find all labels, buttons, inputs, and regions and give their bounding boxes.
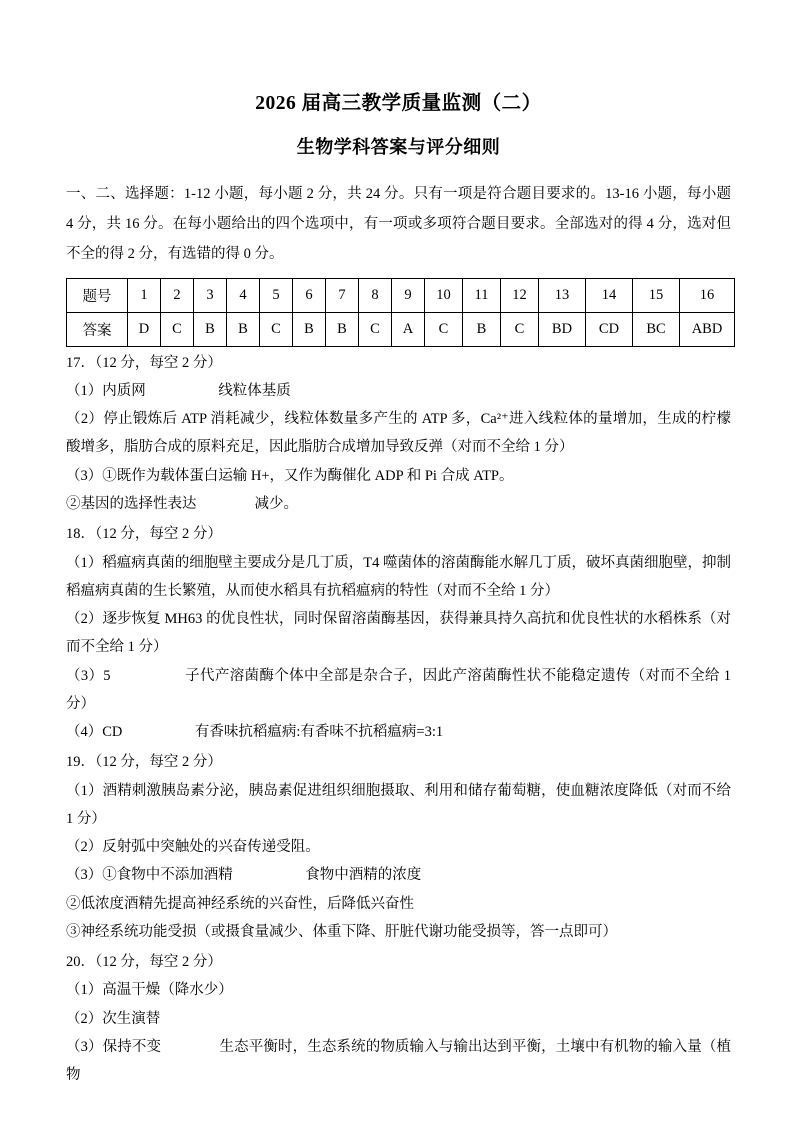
table-cell: B bbox=[293, 312, 326, 346]
table-cell: C bbox=[501, 312, 539, 346]
question-block-20 bbox=[66, 948, 731, 1089]
question-heading: 20．（12 分，每空 2 分） bbox=[66, 954, 222, 971]
question-block-17 bbox=[66, 349, 731, 519]
answer-line: ②基因的选择性表达 减少。 bbox=[66, 495, 298, 512]
answer-line: （1）稻瘟病真菌的细胞壁主要成分是几丁质，T4 噬菌体的溶菌酶能水解几丁质，破坏真菌细胞壁，抑制稻瘟病真菌的生长繁殖，从而使水稻具有抗稻瘟病的特性（对而不全给 1 分） bbox=[66, 554, 731, 599]
table-cell: D bbox=[128, 312, 161, 346]
answer-line: （1）内质网 线粒体基质 bbox=[66, 382, 291, 399]
question-block-18 bbox=[66, 520, 731, 746]
table-cell: 2 bbox=[161, 278, 194, 312]
table-cell: 10 bbox=[425, 278, 463, 312]
table-cell: C bbox=[425, 312, 463, 346]
table-cell: 7 bbox=[326, 278, 359, 312]
table-cell: B bbox=[326, 312, 359, 346]
table-cell: C bbox=[359, 312, 392, 346]
question-heading: 18．（12 分，每空 2 分） bbox=[66, 526, 222, 543]
table-cell: 13 bbox=[539, 278, 586, 312]
document-content bbox=[66, 90, 731, 1090]
table-cell: A bbox=[392, 312, 425, 346]
answer-line: （1）酒精刺激胰岛素分泌，胰岛素促进组织细胞摄取、利用和储存葡萄糖，使血糖浓度降低（对而不给 1 分） bbox=[66, 782, 731, 827]
table-cell: 15 bbox=[633, 278, 680, 312]
answer-line: ②低浓度酒精先提高神经系统的兴奋性，后降低兴奋性 bbox=[66, 895, 414, 912]
answer-line: （3）保持不变 生态平衡时，生态系统的物质输入与输出达到平衡，土壤中有机物的输入量（植物 bbox=[66, 1039, 731, 1084]
question-block-19 bbox=[66, 748, 731, 946]
table-cell: 16 bbox=[680, 278, 735, 312]
table-cell: BD bbox=[539, 312, 586, 346]
table-cell: 5 bbox=[260, 278, 293, 312]
table-cell: 3 bbox=[194, 278, 227, 312]
table-cell: ABD bbox=[680, 312, 735, 346]
table-cell: 9 bbox=[392, 278, 425, 312]
answer-line: （1）高温干燥（降水少） bbox=[66, 982, 233, 999]
answer-line: （2）反射弧中突触处的兴奋传递受阻。 bbox=[66, 839, 320, 856]
answer-line: （3）5 子代产溶菌酶个体中全部是杂合子，因此产溶菌酶性状不能稳定遗传（对而不全给 1 分） bbox=[66, 667, 731, 712]
intro-paragraph: 一、二、选择题：1-12 小题，每小题 2 分，共 24 分。只有一项是符合题目要求的。13-16 小题，每小题 4 分，共 16 分。在每小题给出的四个选项中，有一项或多项符合题目要求。全部选对的得 4 分，选对但不全的得 2 分，有选错的得 0 分。 bbox=[66, 186, 731, 262]
answer-line: （4）CD 有香味抗稻瘟病:有香味不抗稻瘟病=3:1 bbox=[66, 724, 444, 741]
table-cell: 14 bbox=[586, 278, 633, 312]
answer-line: （3）①既作为载体蛋白运输 H+，又作为酶催化 ADP 和 Pi 合成 ATP。 bbox=[66, 467, 514, 484]
page-title: 2026 届高三教学质量监测（二） bbox=[255, 93, 542, 114]
table-row bbox=[67, 278, 735, 312]
table-row-header-number: 题号 bbox=[67, 278, 128, 312]
table-cell: 1 bbox=[128, 278, 161, 312]
table-cell: C bbox=[161, 312, 194, 346]
table-cell: B bbox=[227, 312, 260, 346]
page-subtitle: 生物学科答案与评分细则 bbox=[296, 137, 501, 158]
question-heading: 19．（12 分，每空 2 分） bbox=[66, 754, 222, 771]
table-cell: B bbox=[194, 312, 227, 346]
answer-line: （2）次生演替 bbox=[66, 1010, 161, 1027]
question-heading: 17．（12 分，每空 2 分） bbox=[66, 354, 222, 371]
table-cell: BC bbox=[633, 312, 680, 346]
table-cell: C bbox=[260, 312, 293, 346]
answer-table bbox=[66, 278, 735, 347]
table-cell: 6 bbox=[293, 278, 326, 312]
table-cell: 11 bbox=[463, 278, 501, 312]
table-row bbox=[67, 312, 735, 346]
table-cell: 4 bbox=[227, 278, 260, 312]
answer-line: （3）①食物中不添加酒精 食物中酒精的浓度 bbox=[66, 867, 422, 884]
answer-line: （2）逐步恢复 MH63 的优良性状，同时保留溶菌酶基因，获得兼具持久高抗和优良性状的水稻株系（对而不全给 1 分） bbox=[66, 611, 731, 656]
table-cell: 12 bbox=[501, 278, 539, 312]
table-cell: B bbox=[463, 312, 501, 346]
answer-line: （2）停止锻炼后 ATP 消耗减少，线粒体数量多产生的 ATP 多，Ca²⁺进入线粒体的量增加，生成的柠檬酸增多，脂肪合成的原料充足，因此脂肪合成增加导致反弹（对而不全给 1 分） bbox=[66, 411, 731, 456]
table-cell: CD bbox=[586, 312, 633, 346]
table-row-header-answer: 答案 bbox=[67, 312, 128, 346]
answer-line: ③神经系统功能受损（或摄食量减少、体重下降、肝脏代谢功能受损等，答一点即可） bbox=[66, 923, 617, 940]
table-cell: 8 bbox=[359, 278, 392, 312]
